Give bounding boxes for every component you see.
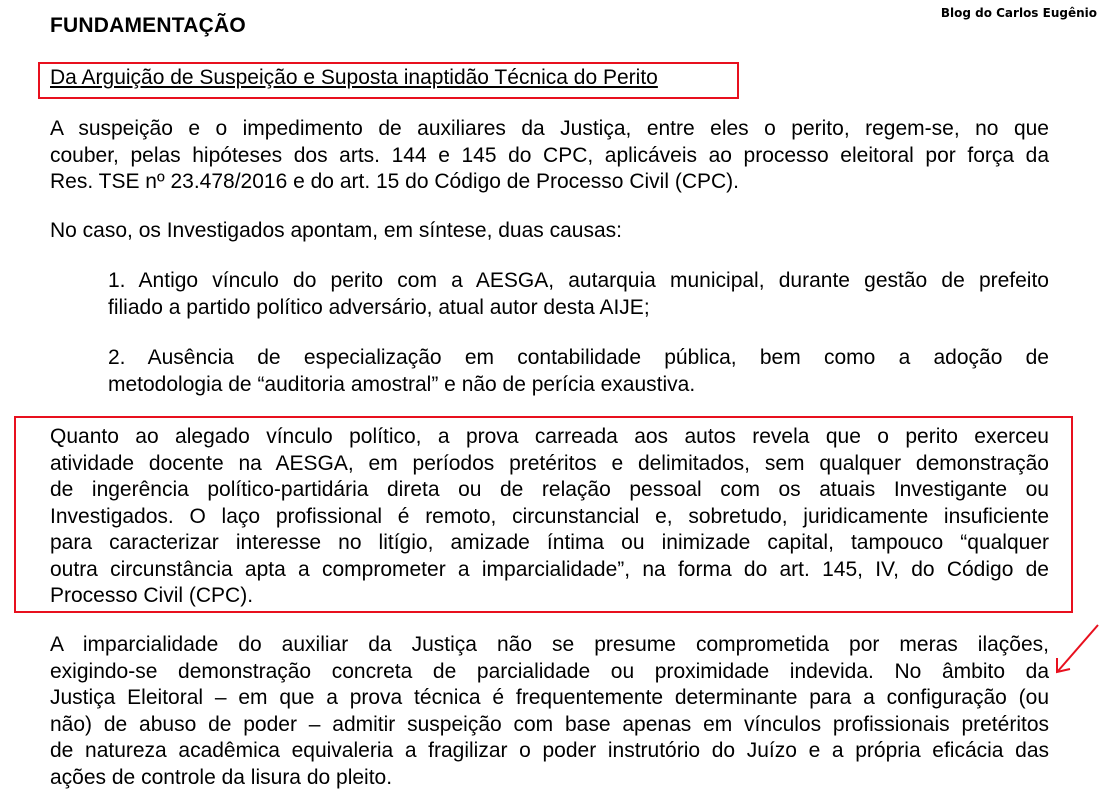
paragraph-line: Investigados. O laço profissional é remoto, circunstancial e, sobretudo, juridicamente insuficiente (50, 504, 1049, 528)
paragraph-line: ações de controle da lisura do pleito. (50, 765, 393, 789)
paragraph-line: 2. Ausência de especialização em contabilidade pública, bem como a adoção de (108, 346, 1049, 369)
paragraph-4 (50, 632, 1049, 791)
list-item-1 (108, 268, 1049, 321)
paragraph-line: metodologia de “auditoria amostral” e não de perícia exaustiva. (108, 372, 696, 396)
paragraph-line: de ingerência político-partidária direta ou de relação pessoal com os atuais Investigante ou (50, 478, 1049, 501)
paragraph-line: couber, pelas hipóteses dos arts. 144 e 145 do CPC, aplicáveis ao processo eleitoral por força da (50, 143, 1049, 167)
paragraph-line: Quanto ao alegado vínculo político, a prova carreada aos autos revela que o perito exerceu (50, 425, 1049, 448)
section-heading: FUNDAMENTAÇÃO (50, 14, 246, 37)
list-item-2 (108, 345, 1049, 398)
paragraph-3 (50, 424, 1049, 610)
watermark: Blog do Carlos Eugênio (940, 6, 1097, 20)
paragraph-line: não) de abuso de poder – admitir suspeição com base apenas em vínculos profissionais pretéritos (50, 712, 1049, 736)
subtitle: Da Arguição de Suspeição e Suposta inaptidão Técnica do Perito (50, 66, 658, 89)
paragraph-line: de natureza acadêmica equivaleria a fragilizar o poder instrutório do Juízo e a própria eficácia das (50, 739, 1049, 762)
paragraph-line: 1. Antigo vínculo do perito com a AESGA, autarquia municipal, durante gestão de prefeito (108, 269, 1049, 292)
paragraph-line: Processo Civil (CPC). (50, 584, 254, 607)
paragraph-line: No caso, os Investigados apontam, em síntese, duas causas: (50, 219, 622, 242)
paragraph-line: A suspeição e o impedimento de auxiliares da Justiça, entre eles o perito, regem-se, no que (50, 117, 1049, 140)
paragraph-line: Justiça Eleitoral – em que a prova técnica é frequentemente determinante para a configuração (ou (50, 686, 1049, 709)
paragraph-line: para caracterizar interesse no litígio, amizade íntima ou inimizade capital, tampouco “qualquer (50, 531, 1049, 554)
paragraph-line: Res. TSE nº 23.478/2016 e do art. 15 do Código de Processo Civil (CPC). (50, 170, 739, 193)
paragraph-line: atividade docente na AESGA, em períodos pretéritos e delimitados, sem qualquer demonstração (50, 451, 1049, 475)
paragraph-line: exigindo-se demonstração concreta de parcialidade ou proximidade indevida. No âmbito da (50, 659, 1049, 683)
paragraph-2 (50, 218, 1049, 245)
paragraph-line: outra circunstância apta a comprometer a imparcialidade”, na forma do art. 145, IV, do Código de (50, 557, 1049, 581)
red-arrow-icon (1030, 622, 1102, 682)
paragraph-1 (50, 116, 1049, 196)
paragraph-line: A imparcialidade do auxiliar da Justiça não se presume comprometida por meras ilações, (50, 633, 1049, 656)
paragraph-line: filiado a partido político adversário, atual autor desta AIJE; (108, 295, 650, 319)
